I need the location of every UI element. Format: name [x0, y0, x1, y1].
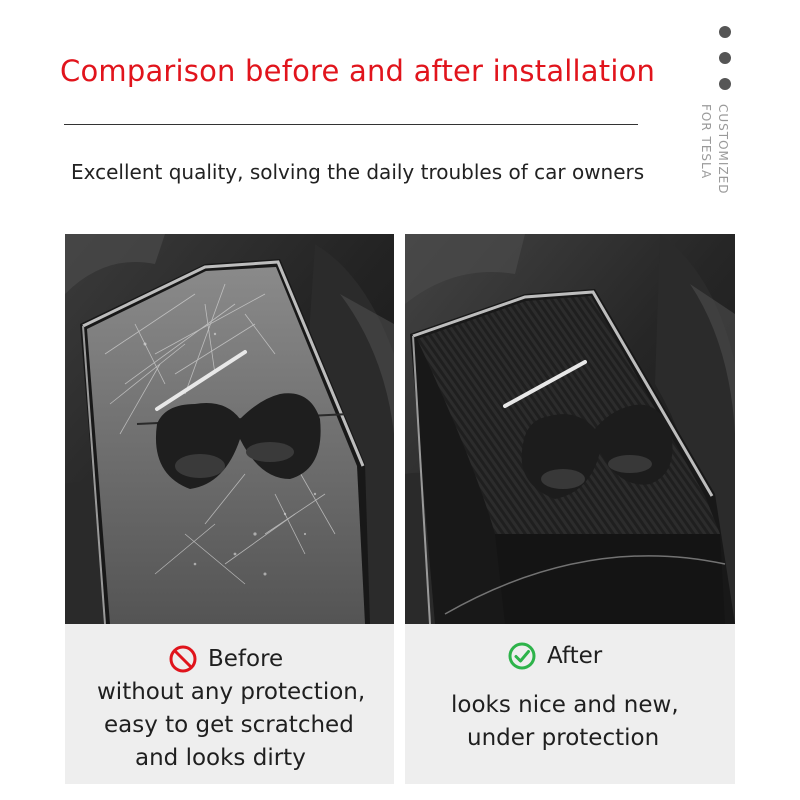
title-divider: [64, 124, 638, 125]
before-caption: [65, 624, 394, 784]
before-console-image: [65, 234, 394, 624]
page-subtitle: Excellent quality, solving the daily troubles of car owners: [71, 160, 645, 184]
after-caption: [405, 624, 735, 784]
before-photo: [65, 234, 394, 624]
side-label-line1: CUSTOMIZED: [716, 104, 730, 195]
before-line-2: easy to get scratched: [104, 712, 354, 738]
after-photo: [405, 234, 735, 624]
side-label: [697, 104, 731, 195]
after-line-2: under protection: [467, 725, 660, 751]
after-console-image: [405, 234, 735, 624]
page-title: Comparison before and after installation: [60, 54, 656, 88]
after-line-1: looks nice and new,: [451, 692, 679, 718]
after-heading: After: [547, 643, 603, 669]
dot-icon: [719, 26, 731, 38]
prohibited-icon: [168, 644, 198, 674]
before-heading: Before: [208, 646, 284, 672]
decorative-dots: [719, 26, 733, 104]
side-label-line2: FOR TESLA: [699, 104, 713, 180]
dot-icon: [719, 52, 731, 64]
dot-icon: [719, 78, 731, 90]
before-heading-row: [168, 644, 283, 674]
before-line-3: and looks dirty: [135, 745, 306, 771]
check-circle-icon: [507, 641, 537, 671]
before-line-1: without any protection,: [97, 679, 366, 705]
after-heading-row: [507, 641, 602, 671]
